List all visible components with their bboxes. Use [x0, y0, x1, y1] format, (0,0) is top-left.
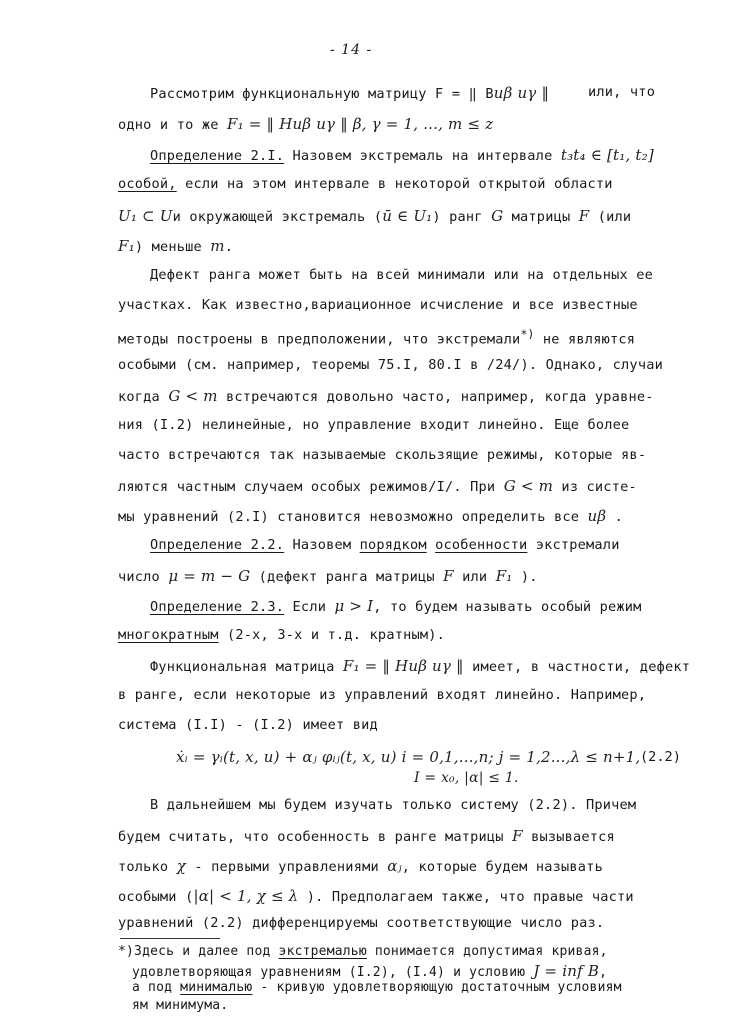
text-span: вызывается: [531, 829, 615, 845]
text-span: а под: [132, 980, 173, 995]
text-line: ния (I.2) нелинейные, но управление входит линейно. Еще более: [118, 417, 630, 433]
math-formula: G < m: [503, 477, 553, 495]
math-formula: U₁ ⊂ U: [118, 207, 173, 225]
math-formula: ū ∈ U₁: [382, 207, 433, 225]
text-span: Назовем экстремаль на интервале: [292, 148, 553, 164]
text-span: мы уравнений (2.I) становится невозможно определить все: [118, 509, 580, 525]
text-span: особыми (: [118, 889, 194, 905]
text-span: экстремали: [535, 537, 620, 553]
text-span: (или: [597, 209, 632, 225]
text-line: [150, 84, 549, 102]
math-formula: F: [578, 207, 590, 225]
text-span: (2-х, 3-х и т.д. кратным).: [227, 627, 446, 643]
text-line: Дефект ранга может быть на всей минимали или на отдельных ее: [150, 267, 654, 283]
text-span: ).: [520, 569, 538, 585]
text-line: [118, 827, 615, 845]
math-formula: μ > I: [334, 597, 374, 615]
text-line: [118, 387, 654, 405]
text-span: (дефект ранга матрицы: [258, 569, 435, 585]
text-span: понимается допустимая кривая,: [374, 944, 608, 959]
text-line: [118, 507, 623, 525]
math-formula: F₁: [495, 567, 513, 585]
footnote-line: [118, 944, 608, 959]
math-formula: χ: [176, 857, 186, 875]
footnote-line: [132, 962, 607, 980]
math-formula: uβ uγ ‖ β, γ = 1, ..., m ≤ z: [292, 115, 494, 133]
text-line: [118, 627, 445, 643]
text-span: Если: [292, 599, 327, 615]
text-span: имеет, в частности, дефект: [472, 659, 691, 675]
text-span: только: [118, 859, 169, 875]
math-formula: αⱼ: [387, 857, 402, 875]
text-line: [150, 537, 620, 553]
underlined-term: порядком: [359, 537, 427, 553]
definition-label: Определение 2.3.: [150, 599, 285, 615]
text-span: ,: [599, 965, 608, 980]
text-span: - первыми управлениями: [194, 859, 379, 875]
text-span: будем считать, что особенность в ранге матрицы: [118, 829, 504, 845]
text-span: , которые будем называть: [401, 859, 603, 875]
text-span: методы построены в предположении, что экстремали: [118, 331, 521, 348]
equation: ẋᵢ = γᵢ(t, x, u) + αⱼ φᵢⱼ(t, x, u) i = 0,1,...,n; j = 1,2...,λ ≤ n+1,: [176, 748, 641, 766]
math-formula: μ = m − G: [168, 567, 251, 585]
text-span: *)Здесь и далее под: [118, 944, 271, 959]
text-span: и окружающей экстремаль (: [172, 209, 383, 225]
underlined-term: особой,: [118, 176, 177, 192]
text-span: число: [118, 569, 160, 585]
text-span: .: [614, 509, 624, 525]
text-line: особыми (см. например, теоремы 75.I, 80.I в /24/). Однако, случаи: [118, 357, 663, 373]
text-span: .: [224, 239, 234, 255]
text-span: одно и то же: [118, 117, 219, 133]
math-formula: F₁ = ‖ H: [342, 657, 409, 675]
text-span: или: [462, 569, 488, 585]
text-line: [118, 207, 631, 225]
text-line: система (I.I) - (I.2) имеет вид: [118, 717, 378, 733]
text-span: , то будем называть особый режим: [373, 599, 642, 615]
footnote-line: [132, 980, 622, 995]
text-span: ) меньше: [134, 239, 202, 255]
text-line: участках. Как известно,вариационное исчисление и все известные: [118, 297, 638, 313]
equation-number: (2.2): [640, 749, 681, 765]
text-span: из систе-: [561, 479, 637, 495]
math-formula: t₃t₄ ∈ [t₁, t₂]: [560, 146, 654, 164]
text-span: ляются частным случаем особых режимов/I/. При: [118, 479, 496, 495]
math-formula: G: [491, 207, 504, 225]
text-span: не являются: [542, 331, 636, 348]
text-line: [118, 237, 233, 255]
text-line: [588, 84, 655, 100]
underlined-term: минималью: [180, 980, 253, 995]
text-span: ). Предполагаем также, что правые части: [306, 889, 634, 905]
text-span: Рассмотрим функциональную матрицу F = ‖ B: [150, 86, 494, 102]
text-span: Функциональная матрица: [150, 659, 335, 675]
definition-label: Определение 2.2.: [150, 537, 285, 553]
text-line: уравнений (2.2) дифференцируемы соответствующие число раз.: [118, 915, 605, 931]
text-span: - кривую удовлетворяющую достаточным условиям: [260, 980, 622, 995]
text-line: [118, 327, 635, 348]
text-line: [118, 477, 637, 495]
math-formula: F: [512, 827, 523, 845]
math-formula: G < m: [168, 387, 218, 405]
math-formula: |α| < 1, χ ≤ λ: [193, 887, 299, 905]
text-span: если на этом интервале в некоторой открытой области: [185, 176, 613, 192]
footnote-marker: *): [520, 327, 535, 341]
text-line: часто встречаются так называемые скользящие режимы, которые яв-: [118, 447, 647, 463]
text-span: или, что: [588, 84, 656, 100]
page-number: - 14 -: [330, 42, 373, 58]
math-formula: uβ uγ ‖: [408, 657, 464, 675]
text-line: [118, 176, 613, 192]
definition-label: Определение 2.I.: [150, 148, 285, 164]
footnote-rule: [120, 938, 220, 939]
math-formula: F₁ = ‖ H: [227, 115, 293, 133]
text-line: [118, 887, 634, 905]
text-span: встречаются довольно часто, например, когда уравне-: [226, 389, 654, 405]
underlined-term: многократным: [118, 627, 219, 643]
underlined-term: экстремалью: [278, 944, 367, 959]
math-formula: m: [210, 237, 225, 255]
text-line: [150, 146, 654, 164]
text-span: матрицы: [511, 209, 571, 225]
text-span: когда: [118, 389, 160, 405]
text-line: [118, 115, 493, 133]
math-formula: J = inf B: [533, 962, 600, 980]
text-line: [150, 597, 642, 615]
text-line: [150, 657, 690, 675]
equation-condition: I = x₀, |α| ≤ 1.: [414, 770, 519, 786]
math-formula: F: [443, 567, 454, 585]
text-line: [118, 857, 603, 875]
text-line: В дальнейшем мы будем изучать только систему (2.2). Причем: [150, 797, 637, 813]
text-line: [118, 567, 538, 585]
underlined-term: особенности: [435, 537, 528, 553]
math-formula: uβ uγ ‖: [493, 84, 550, 102]
footnote-line: ям минимума.: [132, 998, 229, 1013]
text-span: удовлетворяющая уравнениям (I.2), (I.4) и условию: [132, 965, 526, 980]
text-span: ) ранг: [432, 209, 483, 225]
math-formula: F₁: [118, 237, 135, 255]
text-line: в ранге, если некоторые из управлений входят линейно. Например,: [118, 687, 647, 703]
math-formula: uβ: [587, 507, 607, 525]
text-span: Назовем: [292, 537, 352, 553]
